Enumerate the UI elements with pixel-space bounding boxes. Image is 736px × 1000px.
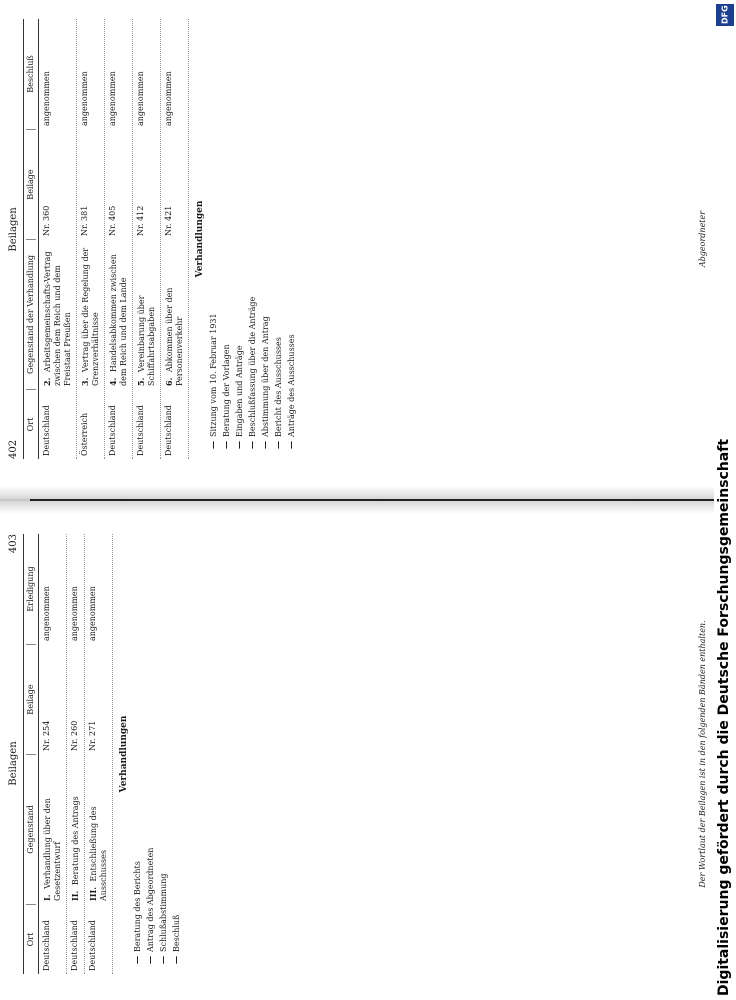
row-beilage: Nr. 421 [163, 205, 173, 236]
upper-column-headers [24, 19, 39, 459]
row-place: Österreich [79, 412, 89, 456]
col-header: Ort [26, 389, 36, 459]
row-beilage: Nr. 260 [69, 720, 79, 751]
col-header: Beilage [26, 644, 36, 754]
row-subject: Verhandlung über den Gesetzentwurf [42, 798, 62, 901]
table-row [77, 19, 105, 459]
col-header: Erledigung [25, 566, 35, 612]
col-header: Ort [26, 904, 36, 974]
lower-entries [132, 534, 182, 974]
row-place: Deutschland [41, 405, 51, 456]
row-number: III. [87, 886, 98, 901]
row-number: II. [69, 890, 80, 901]
row-place: Deutschland [107, 405, 117, 456]
row-number: 5. [135, 377, 146, 386]
list-item: —Beschlußfassung über die Anträge [246, 296, 257, 449]
upper-table [39, 19, 189, 459]
gutter-divider [30, 499, 720, 501]
row-beilage: Nr. 271 [87, 720, 97, 751]
table-row [105, 19, 133, 459]
row-number: 4. [107, 377, 118, 386]
row-number: 6. [163, 377, 174, 386]
upper-footer: Abgeordneter [698, 210, 707, 268]
upper-entries [208, 19, 297, 459]
row-subject: Entschließung des Ausschusses [88, 806, 108, 901]
list-item: —Abstimmung über den Antrag [259, 316, 270, 449]
col-header: Gegenstand der Verhandlung [26, 239, 36, 389]
lower-table [39, 534, 113, 974]
table-row [133, 19, 161, 459]
row-number: I. [41, 894, 52, 901]
row-place: Deutschland [135, 405, 145, 456]
lower-running-title: Beilagen [8, 741, 19, 786]
row-beilage: Nr. 360 [41, 205, 51, 236]
upper-page [0, 0, 736, 485]
list-item: —Sitzung vom 10. Februar 1931 [207, 313, 218, 449]
upper-page-number: 402 [8, 439, 19, 459]
row-decision: angenommen [69, 586, 79, 641]
row-decision: angenommen [87, 586, 97, 641]
lower-footer: Der Wortlaut der Beilagen ist in den folgenden Bänden enthalten. [698, 620, 707, 888]
list-item: —Eingaben und Anträge [233, 345, 244, 449]
table-row [39, 534, 67, 974]
row-decision: angenommen [41, 71, 51, 126]
dfg-logo-icon: DFG [716, 4, 734, 26]
lower-column-headers [24, 534, 39, 974]
list-item: —Anträge des Ausschusses [285, 334, 296, 449]
table-row [161, 19, 189, 459]
upper-running-title: Beilagen [8, 207, 19, 252]
list-item: —Antrag des Abgeordneten [144, 847, 155, 964]
row-decision: angenommen [41, 586, 51, 641]
table-row [67, 534, 85, 974]
table-row [39, 19, 77, 459]
list-item: —Beratung der Vorlagen [220, 344, 231, 449]
lower-section-heading: Verhandlungen [118, 715, 129, 793]
row-number: 3. [79, 377, 90, 386]
row-subject: Vertrag über die Regelung der Grenzverhältnisse [80, 247, 100, 386]
table-row [85, 534, 113, 974]
row-subject: Abkommen über den Personenverkehr [164, 287, 184, 386]
lower-page [0, 515, 736, 1000]
lower-page-number: 403 [8, 534, 19, 554]
row-subject: Beratung des Antrags [70, 796, 80, 886]
lower-page-header [8, 534, 24, 974]
upper-page-header [8, 19, 24, 459]
upper-section-heading: Verhandlungen [194, 200, 205, 278]
dfg-funding-notice: Digitalisierung gefördert durch die Deutsche Forschungsgemeinschaft [716, 438, 732, 996]
row-decision: angenommen [107, 71, 117, 126]
list-item: —Schlußabstimmung [157, 873, 168, 964]
row-number: 2. [41, 377, 52, 386]
list-item: —Beratung des Berichts [131, 861, 142, 964]
col-header: Gegenstand [26, 754, 36, 904]
col-header: Beschluß [25, 55, 35, 93]
row-place: Deutschland [41, 920, 51, 971]
list-item: —Beschluß [170, 914, 181, 964]
row-beilage: Nr. 254 [41, 720, 51, 751]
col-header: Beilage [26, 129, 36, 239]
row-decision: angenommen [163, 71, 173, 126]
row-decision: angenommen [79, 71, 89, 126]
row-place: Deutschland [87, 920, 97, 971]
row-subject: Arbeitsgemeinschafts-Vertrag zwischen dem Reich und dem Freistaat Preußen [42, 251, 72, 386]
row-place: Deutschland [163, 405, 173, 456]
row-beilage: Nr. 405 [107, 205, 117, 236]
dfg-banner [714, 0, 736, 1000]
row-beilage: Nr. 381 [79, 205, 89, 236]
list-item: —Bericht des Ausschusses [272, 337, 283, 449]
row-decision: angenommen [135, 71, 145, 126]
row-beilage: Nr. 412 [135, 205, 145, 236]
row-subject: Vereinbarung über Schiffahrtsabgaben [136, 295, 156, 386]
row-place: Deutschland [69, 920, 79, 971]
row-subject: Handelsabkommen zwischen dem Reich und dem Lande [108, 254, 128, 386]
